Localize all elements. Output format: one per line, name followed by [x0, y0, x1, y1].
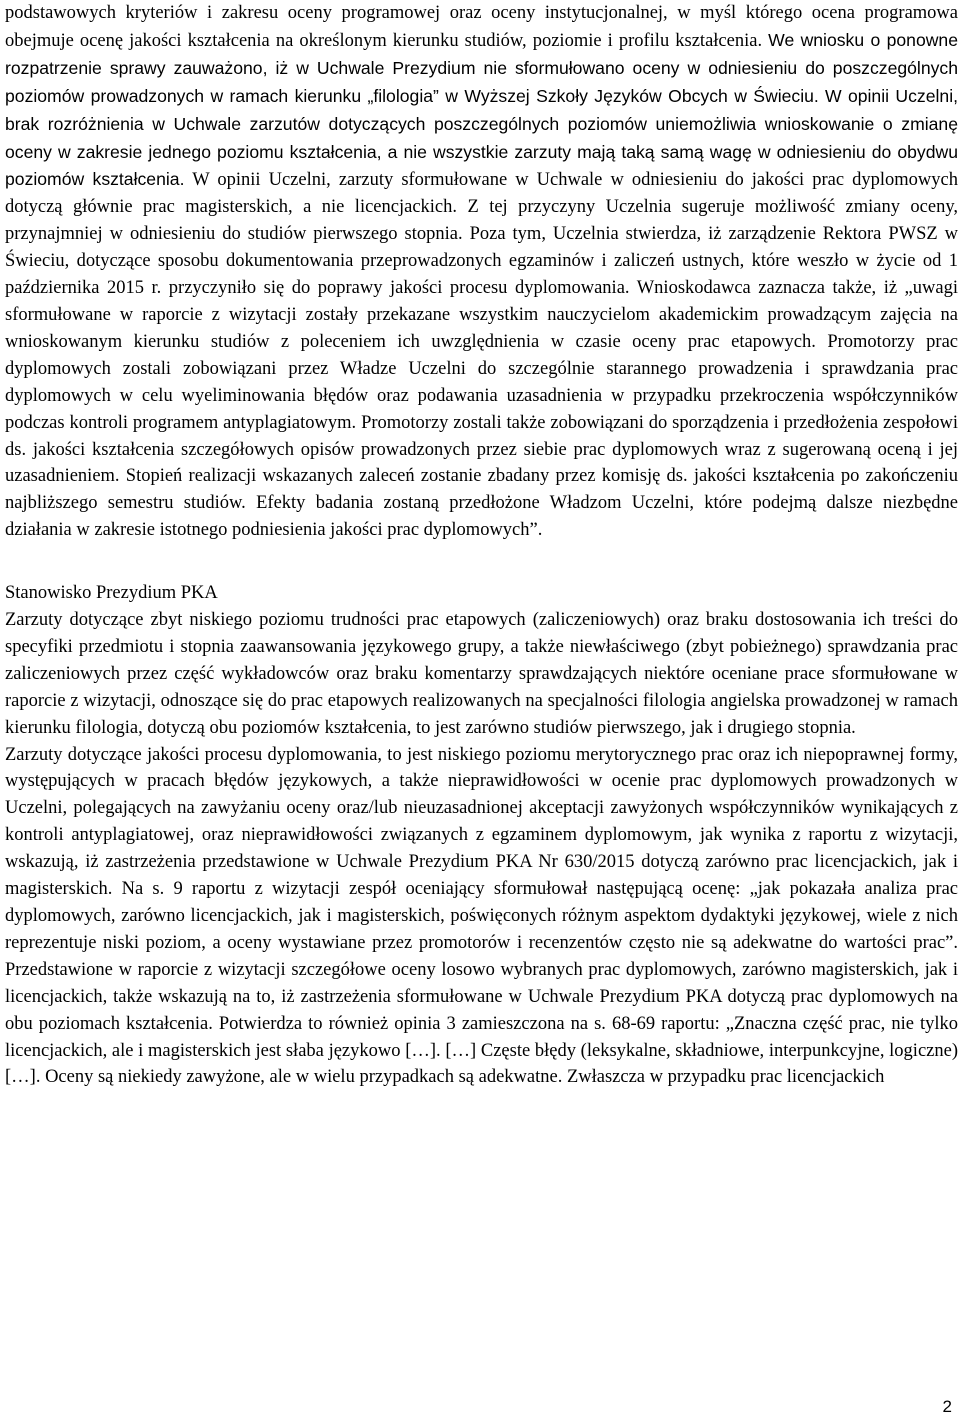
paragraph-diploma-process: Zarzuty dotyczące jakości procesu dyplomowania, to jest niskiego poziomu merytorycznego prac oraz ich niepoprawnej formy, występujących w pracach błędów językowych, a także nieprawidłowości w ocenie prac dyplomowych prowadzonych w Uczelni, polegających na zawyżaniu oceny oraz/lub nieuzasadnionej akceptacji zawyżonych współczynników wynikających z kontroli antyplagiatowej, oraz nieprawidłowości związanych z egzaminem dyplomowym, jak wynika z raportu z wizytacji, wskazują, iż zastrzeżenia przedstawione w Uchwale Prezydium PKA Nr 630/2015 dotyczą zarówno prac licencjackich, jak i magisterskich. Na s. 9 raportu z wizytacji zespół oceniający sformułował następującą ocenę: „jak pokazała analiza prac dyplomowych, zarówno licencjackich, jak i magisterskich, poświęconych różnym aspektom dydaktyki językowej, wiele z nich reprezentuje niski poziom, a oceny wystawiane przez promotorów i recenzentów często nie są adekwatne do wartości prac”. Przedstawione w raporcie z wizytacji szczegółowe oceny losowo wybranych prac dyplomowych, zarówno magisterskich, jak i licencjackich, także wskazują na to, iż zastrzeżenia sformułowane w Uchwale Prezydium PKA dotyczą prac dyplomowych na obu poziomach kształcenia. Potwierdza to również opinia 3 zamieszczona na s. 68-69 raportu: „Znaczna część prac, nie tylko licencjackich, ale i magisterskich jest słaba językowo […]. […] Częste błędy (leksykalne, składniowe, interpunkcyjne, logiczne) […]. Oceny są niekiedy zawyżone, ale w wielu przypadkach są adekwatne. Zwłaszcza w przypadku prac licencjackich [5, 744, 958, 1088]
sentence: Promotorzy prac dyplomowych zostali zobowiązani przez Władze Uczelni do szczególnie starannego prowadzenia i sprawdzania prac dyplomowych w celu wyeliminowania błędów oraz podawania uzasadnienia w przypadku przekroczenia współczynników podczas kontroli programem antyplagiatowym. [5, 331, 958, 433]
document-page [5, 0, 958, 1091]
paragraph-opening [5, 0, 958, 544]
sentence: Poza tym, Uczelnia stwierdza, iż zarządzenie Rektora PWSZ w Świeciu, dotyczące sposobu dokumentowania przeprowadzonych egzaminów i zaliczeń ustnych, które weszło w życie od 1 października 2015 r. przyczyniło się do poprawy jakości procesu dyplomowania. [5, 224, 959, 299]
sentence: podstawowych kryteriów i zakresu oceny programowej oraz oceny instytucjonalnej, w myśl którego ocena programowa obejmuje ocenę jakości kształcenia na określonym kierunku studiów, poziomie i profilu kształcenia. [5, 3, 958, 51]
sentence: Promotorzy zostali także zobowiązani do sporządzenia i przedłożenia zespołowi ds. jakości kształcenia szczegółowych opisów prowadzonych przez siebie prac dyplomowych wraz z sugerowaną oceną i jej uzasadnieniem. [5, 412, 959, 487]
sentence: We wniosku o ponowne rozpatrzenie sprawy zauważono, iż w Uchwale Prezydium nie sformułowano oceny w odniesieniu do poszczególnych poziomów prowadzonych w ramach kierunku „filologia” w Wyższej Szkoły Języków Obcych w Świeciu. [5, 29, 958, 106]
sentence: W opinii Uczelni, zarzuty sformułowane w Uchwale w odniesieniu do jakości prac dyplomowych dotyczą głównie prac magisterskich, a nie licencjackich. [5, 170, 958, 218]
paragraph-spacer [5, 544, 958, 580]
sentence: Efekty badania zostaną przedłożone Władzom Uczelni, które podejmą dalsze niezbędne działania w zakresie istotnego podniesienia jakości prac dyplomowych”. [5, 493, 959, 541]
sentence: Stopień realizacji wskazanych zaleceń zostanie zbadany przez komisję ds. jakości kształcenia po zakończeniu najbliższego semestru studiów. [5, 466, 959, 514]
sentence: Z tej przyczyny Uczelnia sugeruje możliwość zmiany oceny, przynajmniej w odniesieniu do studiów pierwszego stopnia. [5, 197, 959, 245]
sentence: W opinii Uczelni, brak rozróżnienia w Uchwale zarzutów dotyczących poszczególnych poziomów uniemożliwia wnioskowanie o zmianę oceny w zakresie jednego poziomu kształcenia, a nie wszystkie zarzuty mają taką samą wagę w odniesieniu do obydwu poziomów kształcenia. [5, 85, 959, 190]
page-number: 2 [942, 1397, 952, 1416]
paragraph-stage-work: Zarzuty dotyczące zbyt niskiego poziomu trudności prac etapowych (zaliczeniowych) oraz braku dostosowania ich treści do specyfiki przedmiotu i stopnia zaawansowania językowego grupy, a także niewłaściwego (zbyt pobieżnego) sprawdzania prac zaliczeniowych przez część wykładowców oraz braku komentarzy sprawdzających niektóre oceniane prace sformułowane w raporcie z wizytacji, odnoszące się do prac etapowych realizowanych na specjalności filologia angielska prowadzonej w ramach kierunku filologia, dotyczą obu poziomów kształcenia, to jest zarówno studiów pierwszego, jak i drugiego stopnia. [5, 610, 958, 738]
section-heading: Stanowisko Prezydium PKA [5, 583, 218, 604]
sentence: Wnioskodawca zaznacza także, iż „uwagi sformułowane w raporcie z wizytacji zostały przekazane wszystkim nauczycielom akademickim prowadzącym zajęcia na wnioskowanym kierunku studiów z poleceniem ich uwzględnienia w czasie oceny prac etapowych. [5, 278, 958, 352]
